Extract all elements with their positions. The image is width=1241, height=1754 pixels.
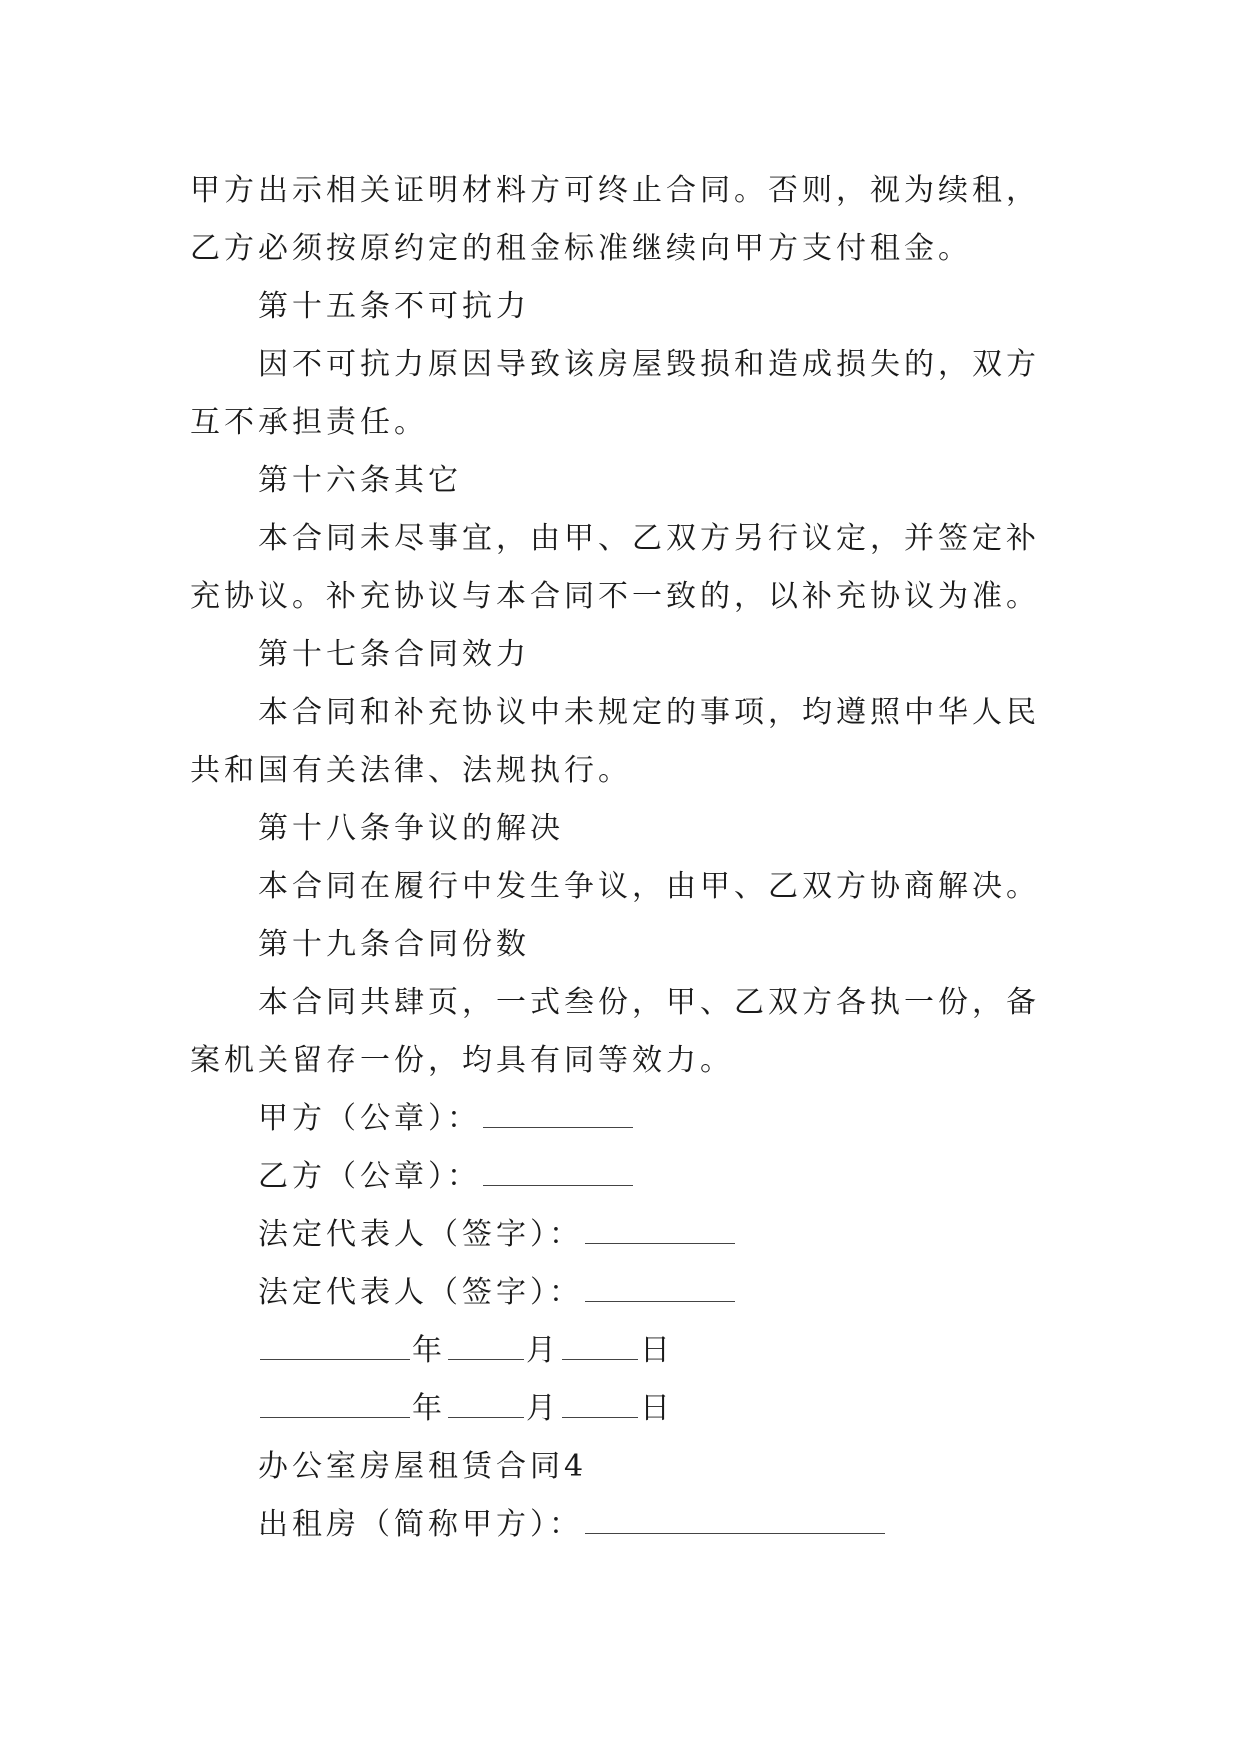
- rep-sign-label-2: 法定代表人（签字）：: [258, 1275, 583, 1310]
- article-15-body: 因不可抗力原因导致该房屋毁损和造成损失的，双方互不承担责任。: [190, 347, 1040, 440]
- date-month-blank-2[interactable]: [448, 1389, 524, 1418]
- article-16-title: 第十六条其它: [258, 463, 462, 498]
- date-line-1: [190, 1322, 1054, 1380]
- party-b-seal-blank[interactable]: [483, 1157, 633, 1186]
- party-a-seal-line: [190, 1090, 1054, 1148]
- date-month-label-2: 月: [526, 1391, 560, 1426]
- party-b-seal-label: 乙方（公章）：: [258, 1159, 481, 1194]
- date-day-blank-2[interactable]: [562, 1389, 638, 1418]
- date-year-blank-2[interactable]: [260, 1389, 410, 1418]
- rep-sign-blank-1[interactable]: [585, 1215, 735, 1244]
- date-day-label-1: 日: [640, 1333, 674, 1368]
- rep-sign-line-1: [190, 1206, 1054, 1264]
- date-year-label-2: 年: [412, 1391, 446, 1426]
- date-year-label-1: 年: [412, 1333, 446, 1368]
- rep-sign-blank-2[interactable]: [585, 1273, 735, 1302]
- article-18-title: 第十八条争议的解决: [258, 811, 564, 846]
- article-19-title: 第十九条合同份数: [258, 927, 530, 962]
- document-body: [190, 162, 1054, 1554]
- rep-sign-line-2: [190, 1264, 1054, 1322]
- lessor-blank[interactable]: [585, 1505, 885, 1534]
- rep-sign-label-1: 法定代表人（签字）：: [258, 1217, 583, 1252]
- article-17-body: 本合同和补充协议中未规定的事项，均遵照中华人民共和国有关法律、法规执行。: [190, 695, 1040, 788]
- party-a-seal-label: 甲方（公章）：: [258, 1101, 481, 1136]
- article-16-body: 本合同未尽事宜，由甲、乙双方另行议定，并签定补充协议。补充协议与本合同不一致的，以补充协议为准。: [190, 521, 1040, 614]
- paragraph-continued: 甲方出示相关证明材料方可终止合同。否则，视为续租，乙方必须按原约定的租金标准继续向甲方支付租金。: [190, 173, 1040, 266]
- date-year-blank-1[interactable]: [260, 1331, 410, 1360]
- date-day-blank-1[interactable]: [562, 1331, 638, 1360]
- party-b-seal-line: [190, 1148, 1054, 1206]
- next-contract-title: 办公室房屋租赁合同4: [258, 1449, 588, 1484]
- date-line-2: [190, 1380, 1054, 1438]
- article-15-title: 第十五条不可抗力: [258, 289, 530, 324]
- article-18-body: 本合同在履行中发生争议，由甲、乙双方协商解决。: [258, 869, 1040, 904]
- article-19-body: 本合同共肆页，一式叁份，甲、乙双方各执一份，备案机关留存一份，均具有同等效力。: [190, 985, 1040, 1078]
- party-a-seal-blank[interactable]: [483, 1099, 633, 1128]
- lessor-line: [190, 1496, 1054, 1554]
- article-17-title: 第十七条合同效力: [258, 637, 530, 672]
- date-month-blank-1[interactable]: [448, 1331, 524, 1360]
- date-day-label-2: 日: [640, 1391, 674, 1426]
- date-month-label-1: 月: [526, 1333, 560, 1368]
- lessor-label: 出租房（简称甲方）：: [258, 1507, 583, 1542]
